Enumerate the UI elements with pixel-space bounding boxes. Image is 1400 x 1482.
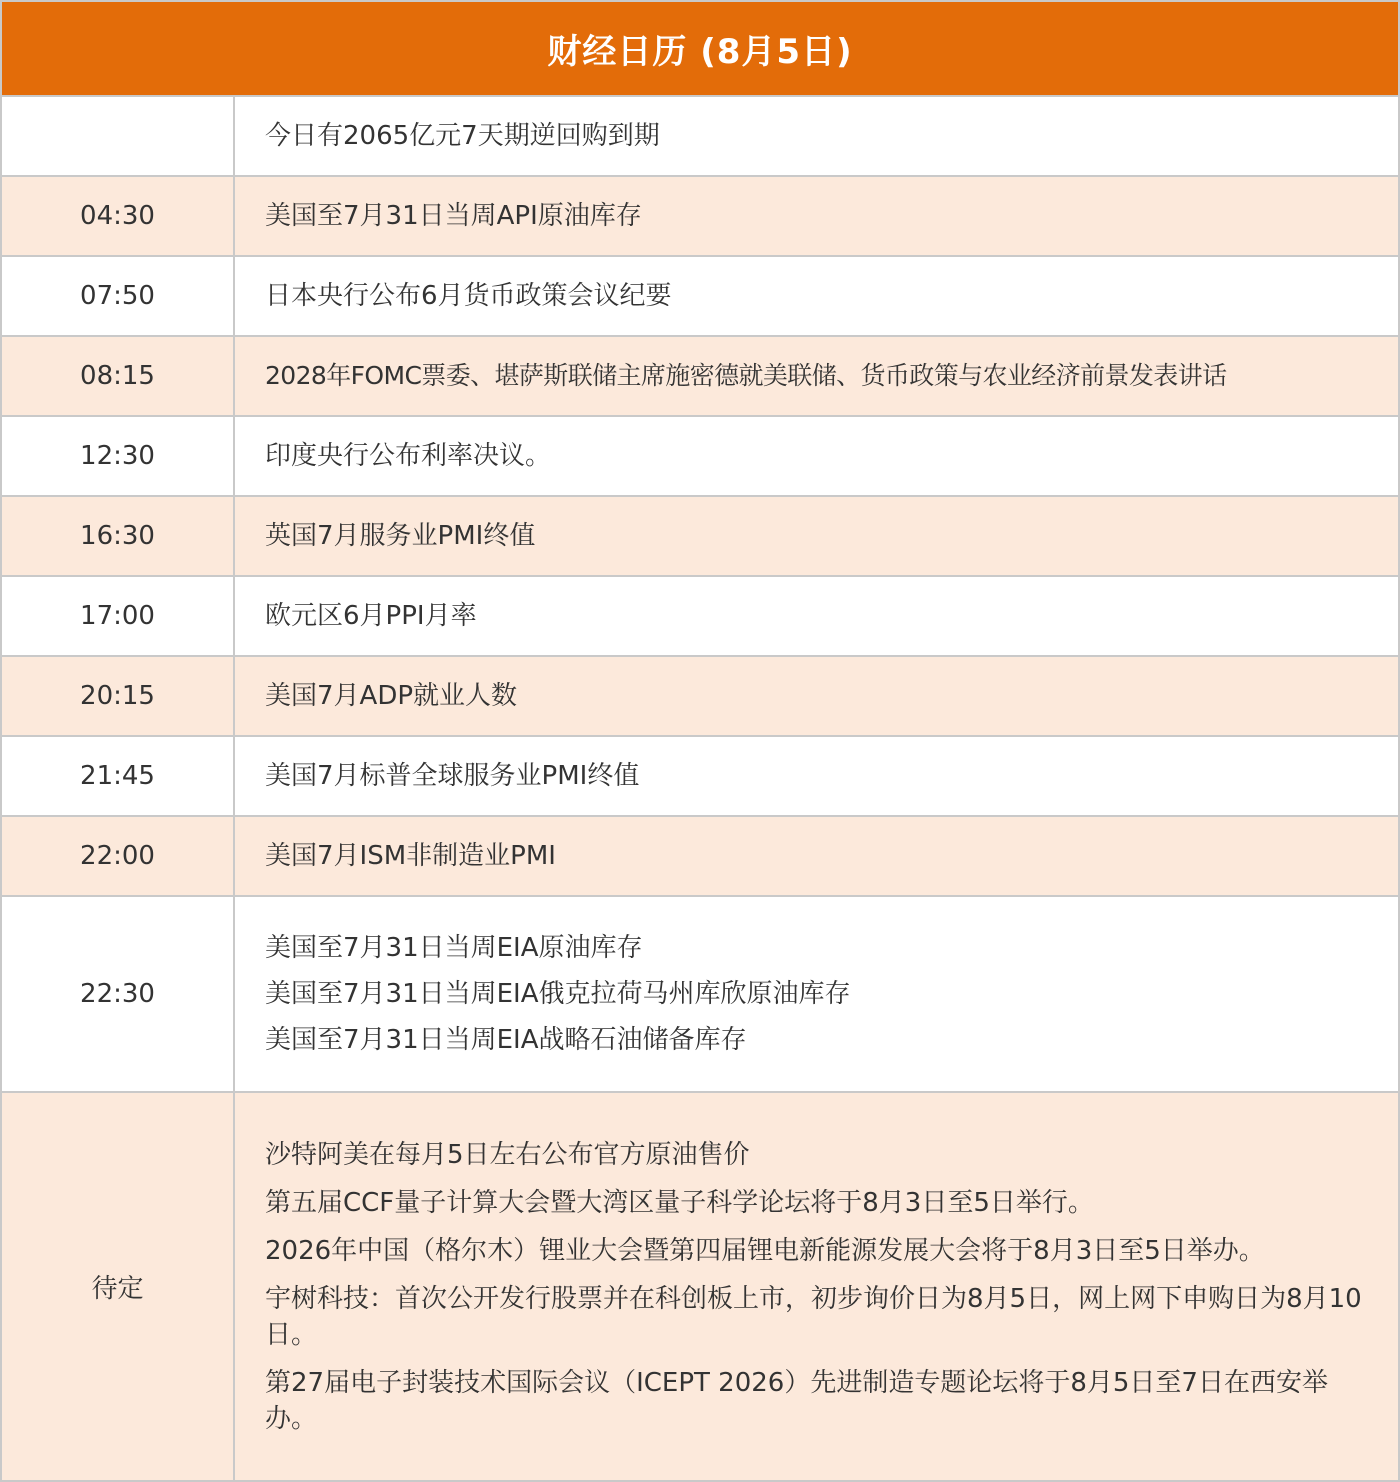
time-cell: 07:50 — [1, 256, 234, 336]
event-cell — [234, 416, 1399, 496]
event-cell — [234, 816, 1399, 896]
table-row — [1, 256, 1399, 336]
table-row — [1, 816, 1399, 896]
event-text: 2028年FOMC票委、堪萨斯联储主席施密德就美联储、货币政策与农业经济前景发表讲话 — [265, 361, 1227, 390]
time-cell — [1, 96, 234, 176]
table-row — [1, 96, 1399, 176]
event-cell — [234, 496, 1399, 576]
event-cell — [234, 656, 1399, 736]
table-row — [1, 176, 1399, 256]
time-cell: 12:30 — [1, 416, 234, 496]
table-row — [1, 416, 1399, 496]
table-row — [1, 656, 1399, 736]
calendar-table — [0, 95, 1400, 1482]
table-row — [1, 736, 1399, 816]
table-row — [1, 496, 1399, 576]
event-text: 宇树科技：首次公开发行股票并在科创板上市，初步询价日为8月5日，网上网下申购日为8月10日。 — [265, 1283, 1362, 1350]
table-row — [1, 1092, 1399, 1481]
event-cell — [234, 256, 1399, 336]
event-cell — [234, 896, 1399, 1092]
event-text: 美国至7月31日当周EIA俄克拉荷马州库欣原油库存 — [265, 979, 851, 1009]
event-text: 美国7月ISM非制造业PMI — [265, 841, 556, 871]
event-text: 今日有2065亿元7天期逆回购到期 — [265, 121, 660, 151]
event-text: 美国7月标普全球服务业PMI终值 — [265, 761, 640, 791]
calendar-header — [0, 0, 1400, 95]
time-cell: 16:30 — [1, 496, 234, 576]
event-cell — [234, 96, 1399, 176]
event-text: 英国7月服务业PMI终值 — [265, 521, 536, 551]
time-cell: 22:30 — [1, 896, 234, 1092]
event-text: 美国至7月31日当周API原油库存 — [265, 201, 642, 231]
calendar-title: 财经日历 (8月5日) — [547, 32, 853, 72]
time-cell: 20:15 — [1, 656, 234, 736]
event-text: 第27届电子封装技术国际会议（ICEPT 2026）先进制造专题论坛将于8月5日至7日在西安举办。 — [265, 1367, 1328, 1434]
time-cell: 17:00 — [1, 576, 234, 656]
event-text: 2026年中国（格尔木）锂业大会暨第四届锂电新能源发展大会将于8月3日至5日举办。 — [265, 1235, 1265, 1266]
event-text: 沙特阿美在每月5日左右公布官方原油售价 — [265, 1139, 750, 1170]
event-text: 日本央行公布6月货币政策会议纪要 — [265, 281, 672, 311]
event-text: 美国至7月31日当周EIA原油库存 — [265, 933, 643, 963]
event-cell — [234, 336, 1399, 416]
event-text: 美国至7月31日当周EIA战略石油储备库存 — [265, 1025, 747, 1055]
time-cell: 待定 — [1, 1092, 234, 1481]
time-cell: 21:45 — [1, 736, 234, 816]
time-cell: 04:30 — [1, 176, 234, 256]
event-text: 美国7月ADP就业人数 — [265, 681, 518, 711]
time-cell: 22:00 — [1, 816, 234, 896]
table-row — [1, 576, 1399, 656]
event-cell — [234, 736, 1399, 816]
event-text: 欧元区6月PPI月率 — [265, 601, 477, 631]
table-row — [1, 896, 1399, 1092]
event-text: 印度央行公布利率决议。 — [265, 441, 552, 471]
event-cell — [234, 576, 1399, 656]
table-row — [1, 336, 1399, 416]
event-text: 第五届CCF量子计算大会暨大湾区量子科学论坛将于8月3日至5日举行。 — [265, 1187, 1094, 1218]
time-cell: 08:15 — [1, 336, 234, 416]
event-cell — [234, 1092, 1399, 1481]
event-cell — [234, 176, 1399, 256]
